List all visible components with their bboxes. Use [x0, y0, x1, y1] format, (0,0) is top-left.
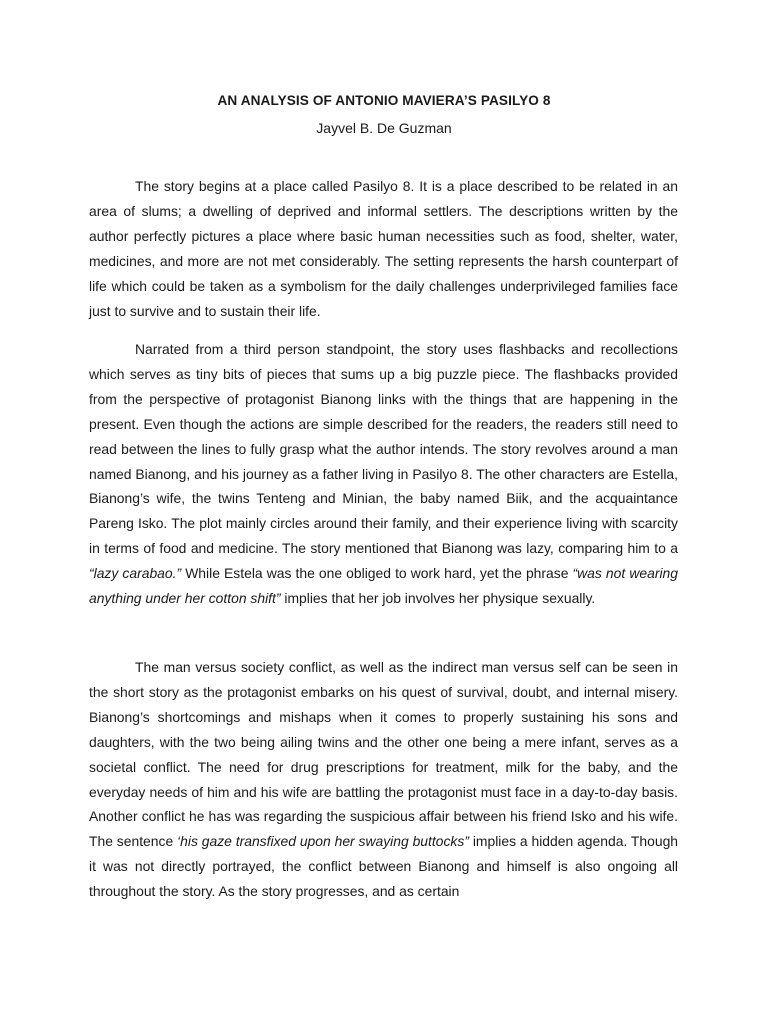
paragraph-text: implies a hidden agenda. Though it was not directly portrayed, the conflict between Bianong and himself is also ongoing all throughout the story. As the story progresses, and as certain	[89, 833, 679, 900]
paragraph-text: implies that her job involves her physique sexually.	[280, 590, 596, 607]
paragraph-text: The man versus society conflict, as well as the indirect man versus self can be seen in the short story as the protagonist embarks on his quest of survival, doubt, and internal misery. Bianong’s shortcomings and mishaps when it comes to properly sustaining his sons and daughters, with the two being ailing twins and the other one being a mere infant, serves as a societal conflict. The need for drug prescriptions for treatment, milk for the baby, and the everyday needs of him and his wife are battling the protagonist must face in a day-to-day basis. Another conflict he has was regarding the suspicious affair between his friend Isko and his wife. The sentence	[89, 659, 678, 850]
paragraph-setting: The story begins at a place called Pasilyo 8. It is a place described to be related in an area of slums; a dwelling of deprived and informal settlers. The descriptions written by the author perfectly pictures a place where basic human necessities such as food, shelter, water, medicines, and more are not met considerably. The setting represents the harsh counterpart of life which could be taken as a symbolism for the daily challenges underprivileged families face just to survive and to sustain their life.	[89, 178, 678, 319]
quote-text: “was not wearing anything under her cotton shift”	[89, 565, 678, 607]
paragraph-text: While Estela was the one obliged to work hard, yet the phrase	[181, 565, 573, 582]
document-title: AN ANALYSIS OF ANTONIO MAVIERA’S PASILYO 8	[217, 93, 551, 108]
quote-text: ‘his gaze transfixed upon her swaying buttocks”	[177, 833, 469, 850]
paragraph-narration	[89, 337, 678, 611]
paragraph-text: Narrated from a third person standpoint, the story uses flashbacks and recollections which serves as tiny bits of pieces that sums up a big puzzle piece. The flashbacks provided from the perspective of protagonist Bianong links with the things that are happening in the present. Even though the actions are simple described for the readers, the readers still need to read between the lines to fully grasp what the author intends. The story revolves around a man named Bianong, and his journey as a father living in Pasilyo 8. The other characters are Estella, Bianong’s wife, the twins Tenteng and Minian, the baby named Biik, and the acquaintance Pareng Isko. The plot mainly circles around their family, and their experience living with scarcity in terms of food and medicine. The story mentioned that Bianong was lazy, comparing him to a	[89, 341, 678, 557]
paragraph-conflict	[89, 655, 678, 904]
quote-text: “lazy carabao.”	[89, 565, 182, 582]
author-name: Jayvel B. De Guzman	[316, 120, 452, 136]
